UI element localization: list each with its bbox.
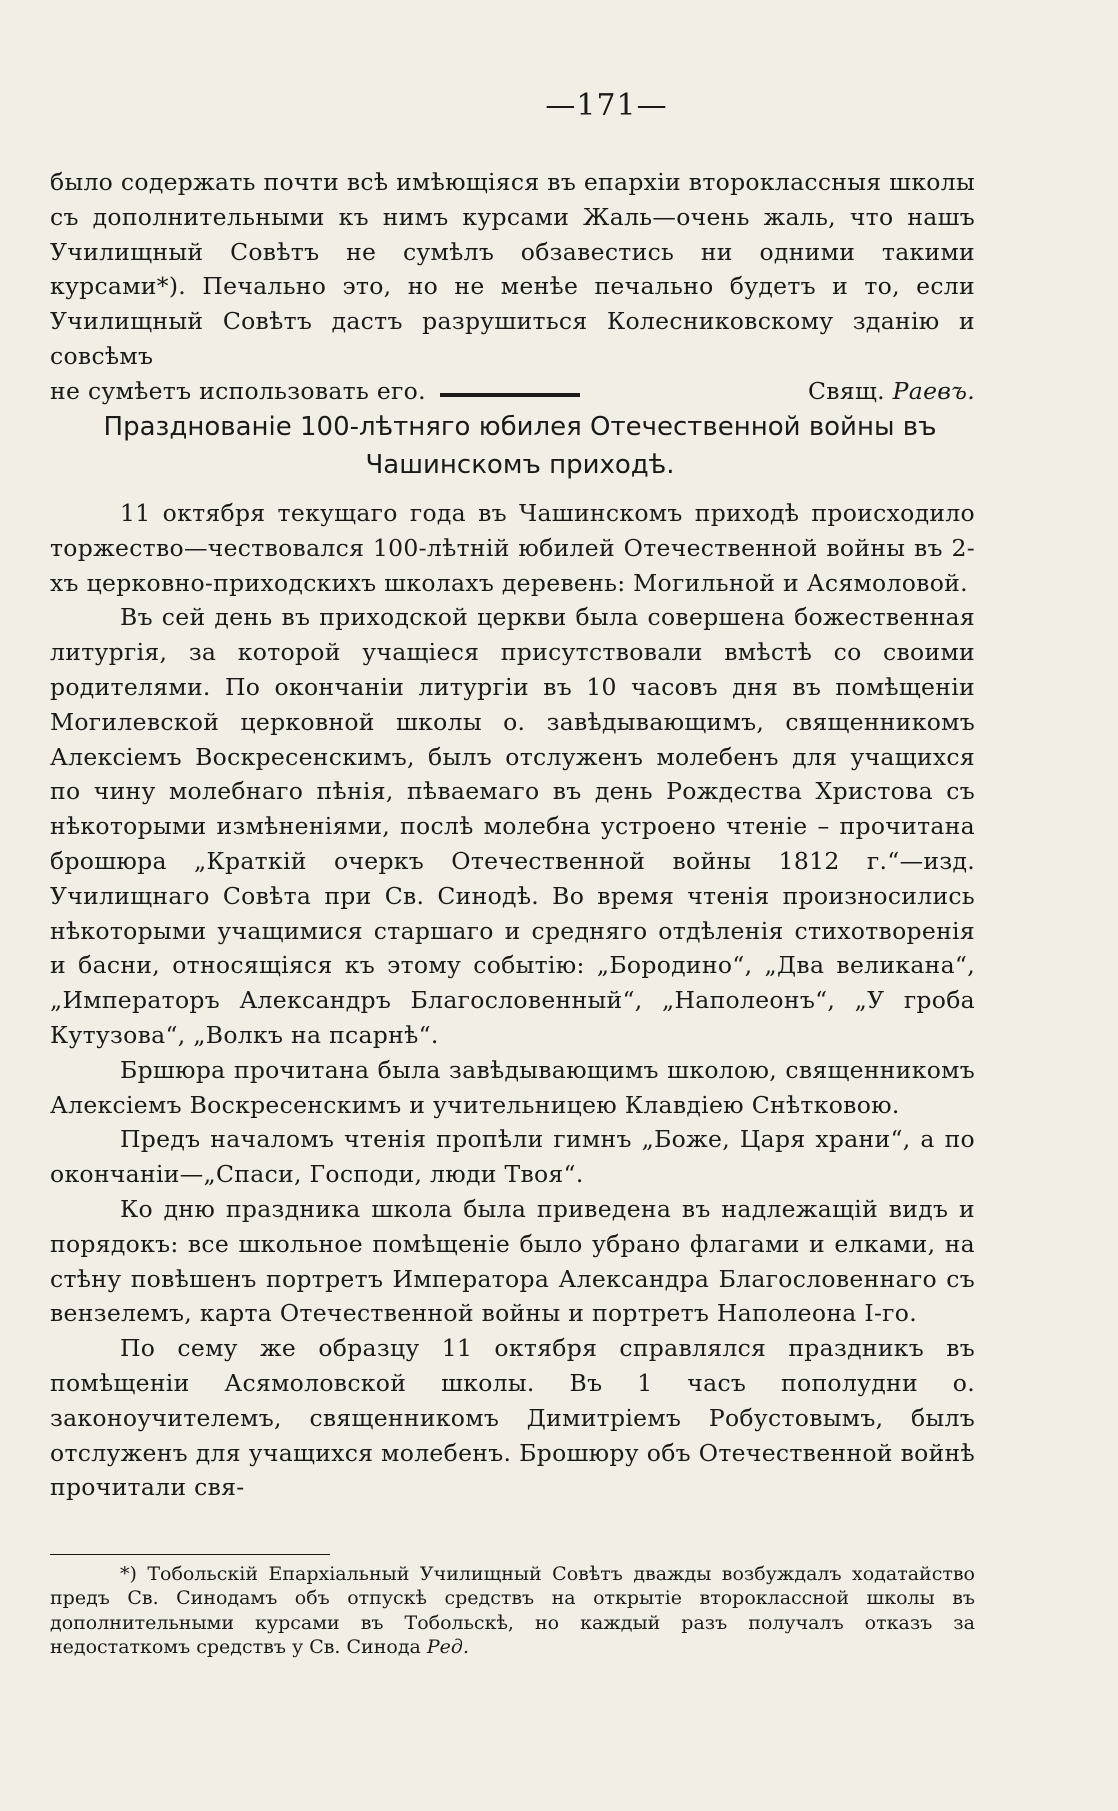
intro-paragraph [50, 165, 975, 409]
paragraph-1: 11 октября текущаго года въ Чашинскомъ приходѣ происходило торжество—чествовался 100-лѣтній юбилей Отечественной войны въ 2-хъ церковно-приходскихъ школахъ деревень: Могильной и Асямоловой. [50, 499, 975, 597]
heading-line-2: Чашинскомъ приходѣ. [365, 450, 675, 480]
footnote-text: *) Тобольскій Епархіальный Училищный Совѣтъ дважды возбуждалъ ходатайство предъ Св. Синодамъ объ отпускѣ средствъ на открытіе второклассной школы въ дополнительными курсами въ Тобольскѣ, но каждый разъ получалъ отказъ за недостаткомъ средствъ у Св. Синода [50, 1563, 975, 1658]
section-divider [440, 393, 580, 397]
footnote-divider [50, 1554, 330, 1555]
intro-text: было содержать почти всѣ имѣющіяся въ епархіи второклассныя школы съ дополнительными къ нимъ курсами Жаль—очень жаль, что нашъ Училищный Совѣтъ не сумѣлъ обзавестись ни одними такими курсами*). Печально это, но не менѣе печально будетъ и то, если Училищный Совѣтъ дастъ разрушиться Колесниковскому зданію и совсѣмъ [50, 168, 975, 370]
paragraph-6: По сему же образцу 11 октября справлялся праздникъ въ помѣщеніи Асямоловской школы. Въ 1 часъ пополудни о. законоучителемъ, священникомъ Димитріемъ Робустовымъ, былъ отслуженъ для учащихся молебенъ. Брошюру объ Отечественной войнѣ прочитали свя- [50, 1334, 975, 1502]
signature [808, 374, 975, 409]
intro-closing-line [50, 374, 975, 409]
paragraph-2: Въ сей день въ приходской церкви была совершена божественная литургія, за которой учащіеся присутствовали вмѣстѣ со своими родителями. По окончаніи литургіи въ 10 часовъ дня въ помѣщеніи Могилевской церковной школы о. завѣдывающимъ, священникомъ Алексіемъ Воскресенскимъ, былъ отслуженъ молебенъ для учащихся по чину молебнаго пѣнія, пѣваемаго въ день Рождества Христова съ нѣкоторыми измѣненіями, послѣ молебна устроено чтеніе – прочитана брошюра „Краткій очеркъ Отечественной войны 1812 г.“—изд. Училищнаго Совѣта при Св. Синодѣ. Во время чтенія произносились нѣкоторыми учащимися старшаго и средняго отдѣленія стихотворенія и басни, относящіяся къ этому событію: „Бородино“, „Два великана“, „Императоръ Александръ Благословенный“, „Наполеонъ“, „У гроба Кутузова“, „Волкъ на псарнѣ“. [50, 603, 975, 1049]
article-body [50, 496, 975, 1505]
paragraph-3: Бршюра прочитана была завѣдывающимъ школою, священникомъ Алексіемъ Воскресенскимъ и учительницею Клавдіею Снѣтковою. [50, 1055, 975, 1119]
heading-line-1: Празднованіе 100-лѣтняго юбилея Отечественной войны въ [103, 412, 937, 442]
paragraph-5: Ко дню праздника школа была приведена въ надлежащій видъ и порядокъ: все школьное помѣщеніе было убрано флагами и елками, на стѣну повѣшенъ портретъ Императора Александра Благословеннаго съ вензелемъ, карта Отечественной войны и портретъ Наполеона I-го. [50, 1194, 975, 1328]
article-heading [40, 408, 1000, 484]
footnote [50, 1562, 975, 1659]
intro-last-line: не сумѣетъ использовать его. [50, 376, 426, 405]
signature-name: Раевъ. [892, 376, 975, 405]
paragraph-4: Предъ началомъ чтенія пропѣли гимнъ „Боже, Царя храни“, а по окончаніи—„Спаси, Господи, люди Твоя“. [50, 1125, 975, 1189]
footnote-sign: Ред. [426, 1635, 470, 1658]
page-number: —171— [545, 88, 668, 123]
signature-prefix: Свящ. [808, 376, 885, 405]
